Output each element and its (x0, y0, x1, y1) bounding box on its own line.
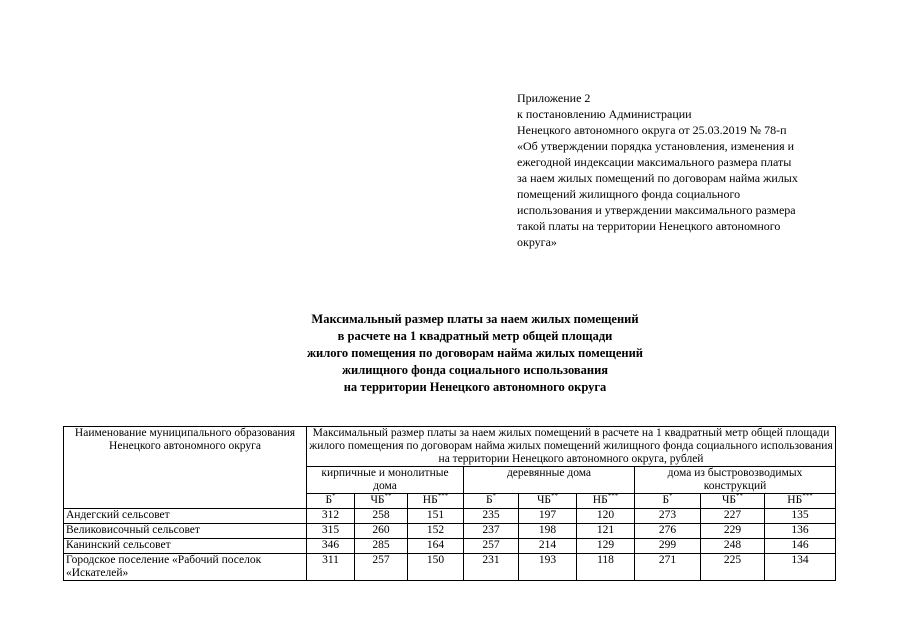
rate-cell: 121 (577, 524, 635, 539)
rate-cell: 311 (307, 554, 355, 581)
document-title (0, 311, 905, 396)
title-line: на территории Ненецкого автономного округа (343, 380, 607, 394)
appendix-line: ежегодной индексации максимального размера платы (517, 155, 792, 169)
footnote-mark: ** (551, 492, 559, 501)
subheader-nb (408, 494, 464, 509)
rate-cell: 118 (577, 554, 635, 581)
subheader-label: Б (662, 494, 670, 506)
rate-cell: 346 (307, 539, 355, 554)
rate-cell: 129 (577, 539, 635, 554)
subheader-label: НБ (787, 494, 803, 506)
subheader-label: НБ (592, 494, 608, 506)
rate-cell: 227 (701, 509, 765, 524)
appendix-header (517, 90, 867, 250)
subheader-nb (765, 494, 836, 509)
municipality-name: Канинский сельсовет (64, 539, 307, 554)
subheader-chb (355, 494, 408, 509)
appendix-line: округа» (517, 235, 557, 249)
rate-cell: 146 (765, 539, 836, 554)
rate-cell: 260 (355, 524, 408, 539)
appendix-line: Приложение 2 (517, 91, 591, 105)
subheader-b (635, 494, 701, 509)
rate-cell: 312 (307, 509, 355, 524)
rate-cell: 193 (519, 554, 577, 581)
title-line: жилищного фонда социального использования (341, 363, 609, 377)
footnote-mark: * (669, 492, 673, 501)
rate-cell: 198 (519, 524, 577, 539)
footnote-mark: *** (802, 492, 813, 501)
rate-cell: 315 (307, 524, 355, 539)
rate-cell: 225 (701, 554, 765, 581)
group-header-brick: кирпичные и монолитные дома (307, 467, 464, 494)
subheader-label: ЧБ (536, 494, 552, 506)
rate-cell: 134 (765, 554, 836, 581)
appendix-line: к постановлению Администрации (517, 107, 692, 121)
subheader-label: НБ (422, 494, 438, 506)
rate-cell: 135 (765, 509, 836, 524)
max-rate-header: Максимальный размер платы за наем жилых помещений в расчете на 1 квадратный метр общей площади жилого помещения по договорам найма жилых помещений жилищного фонда социального использования на территории Ненецкого автономного округа, рублей (307, 427, 836, 467)
header-row-main (64, 427, 836, 467)
appendix-line: Ненецкого автономного округа от 25.03.2019 № 78-п (517, 123, 787, 137)
footnote-mark: * (492, 492, 497, 501)
municipality-name: Андегский сельсовет (64, 509, 307, 524)
subheader-b (464, 494, 519, 509)
appendix-line: «Об утверждении порядка установления, изменения и (517, 139, 795, 153)
subheader-chb (701, 494, 765, 509)
rates-table (63, 426, 836, 581)
rate-cell: 273 (635, 509, 701, 524)
footnote-mark: * (332, 492, 336, 501)
rate-cell: 285 (355, 539, 408, 554)
rate-cell: 214 (519, 539, 577, 554)
rate-cell: 271 (635, 554, 701, 581)
rate-cell: 299 (635, 539, 701, 554)
appendix-line: использования и утверждении максимального размера (517, 203, 796, 217)
subheader-label: Б (325, 494, 333, 506)
group-header-wooden: деревянные дома (464, 467, 635, 494)
rate-cell: 151 (408, 509, 464, 524)
municipality-name-header: Наименование муниципального образования Ненецкого автономного округа (64, 427, 307, 509)
table-row (64, 509, 836, 524)
subheader-nb (577, 494, 635, 509)
municipality-name: Городское поселение «Рабочий поселок «Искателей» (64, 554, 307, 581)
appendix-line: такой платы на территории Ненецкого автономного (517, 219, 781, 233)
footnote-mark: *** (607, 492, 619, 501)
footnote-mark: ** (384, 492, 392, 501)
rate-cell: 276 (635, 524, 701, 539)
appendix-line: за наем жилых помещений по договорам найма жилых (517, 171, 798, 185)
rate-cell: 136 (765, 524, 836, 539)
rate-cell: 152 (408, 524, 464, 539)
rate-cell: 257 (464, 539, 519, 554)
subheader-label: ЧБ (721, 494, 737, 506)
title-line: Максимальный размер платы за наем жилых помещений (311, 312, 639, 326)
rate-cell: 197 (519, 509, 577, 524)
subheader-label: Б (485, 494, 493, 506)
municipality-name: Великовисочный сельсовет (64, 524, 307, 539)
subheader-b (307, 494, 355, 509)
subheader-label: ЧБ (370, 494, 385, 506)
subheader-chb (519, 494, 577, 509)
footnote-mark: ** (736, 492, 744, 501)
rate-cell: 229 (701, 524, 765, 539)
footnote-mark: *** (437, 492, 449, 501)
table-row (64, 539, 836, 554)
rate-cell: 164 (408, 539, 464, 554)
rate-cell: 248 (701, 539, 765, 554)
rate-cell: 258 (355, 509, 408, 524)
table-row (64, 554, 836, 581)
appendix-line: помещений жилищного фонда социального (517, 187, 741, 201)
rate-cell: 231 (464, 554, 519, 581)
title-line: в расчете на 1 квадратный метр общей площади (337, 329, 613, 343)
rate-cell: 120 (577, 509, 635, 524)
title-line: жилого помещения по договорам найма жилых помещений (306, 346, 643, 360)
table-row (64, 524, 836, 539)
rate-cell: 237 (464, 524, 519, 539)
rate-cell: 150 (408, 554, 464, 581)
group-header-prefab: дома из быстровозводимых конструкций (635, 467, 836, 494)
rate-cell: 257 (355, 554, 408, 581)
rate-cell: 235 (464, 509, 519, 524)
